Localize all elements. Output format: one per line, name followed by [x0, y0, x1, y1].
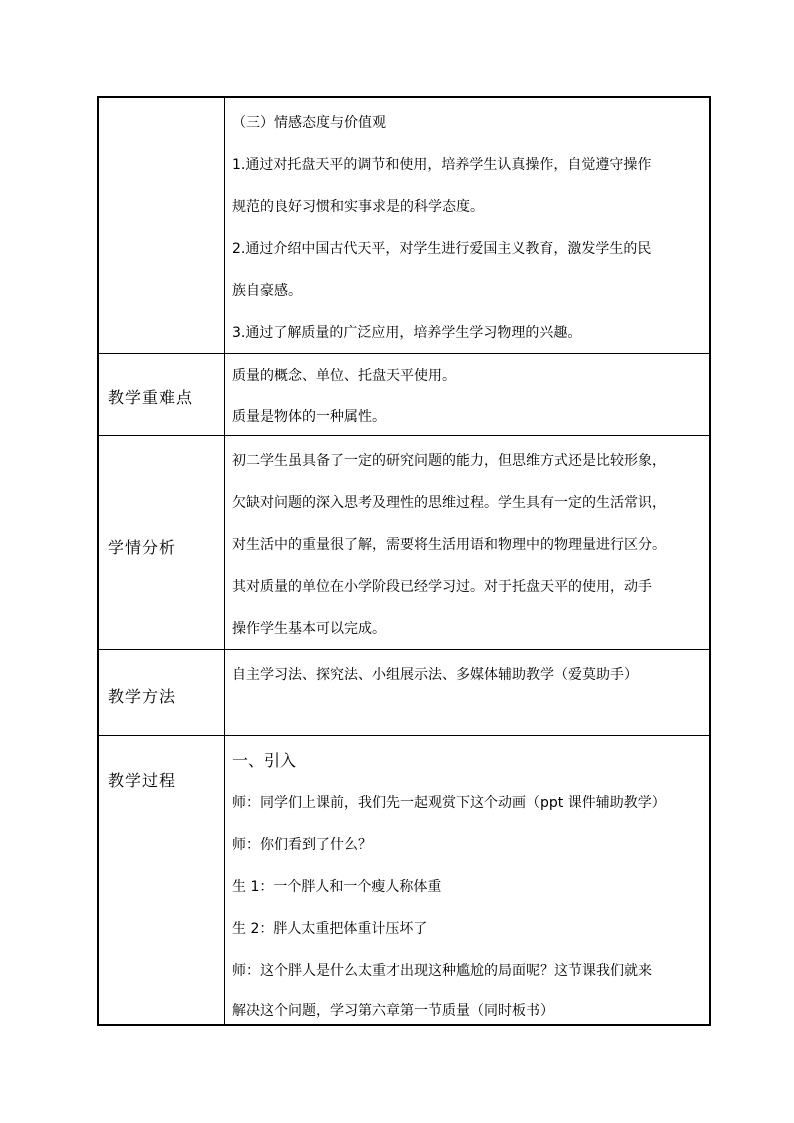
table-row-learner-analysis: [99, 436, 709, 650]
row-line: 师：同学们上课前，我们先一起观赏下这个动画（ppt 课件辅助教学）: [232, 795, 666, 811]
row-line: 自主学习法、探究法、小组展示法、多媒体辅助教学（爱莫助手）: [232, 667, 638, 683]
row-line: 1.通过对托盘天平的调节和使用，培养学生认真操作，自觉遵守操作: [232, 157, 652, 173]
table-row-attitudes: [99, 98, 709, 354]
row-line: 生 2：胖人太重把体重计压坏了: [232, 921, 428, 937]
table-row-methods: [99, 650, 709, 736]
row-line: 师：这个胖人是什么太重才出现这种尴尬的局面呢？这节课我们就来: [232, 963, 652, 979]
row-line: 欠缺对问题的深入思考及理性的思维过程。学生具有一定的生活常识，: [232, 495, 666, 511]
table-row-key-points: [99, 353, 709, 436]
row-line: 规范的良好习惯和实事求是的科学态度。: [232, 199, 484, 215]
table-row-process: [99, 736, 709, 1026]
row-line: 生 1：一个胖人和一个瘦人称体重: [232, 879, 442, 895]
row-line: （三）情感态度与价值观: [232, 115, 386, 131]
lesson-plan-table: [97, 96, 711, 1026]
row-line: 3.通过了解质量的广泛应用，培养学生学习物理的兴趣。: [232, 325, 582, 341]
row-line: 对生活中的重量很了解，需要将生活用语和物理中的物理量进行区分。: [232, 537, 666, 553]
row-line: 初二学生虽具备了一定的研究问题的能力，但思维方式还是比较形象，: [232, 453, 666, 469]
row-label: 教学过程: [108, 771, 177, 790]
row-line: 操作学生基本可以完成。: [232, 621, 386, 637]
row-line: 族自豪感。: [232, 283, 302, 299]
row-line: 2.通过介绍中国古代天平，对学生进行爱国主义教育，激发学生的民: [232, 241, 652, 257]
row-label: 教学重难点: [108, 388, 194, 407]
row-line: 其对质量的单位在小学阶段已经学习过。对于托盘天平的使用，动手: [232, 579, 652, 595]
row-label: 教学方法: [108, 687, 177, 706]
row-line: 质量是物体的一种属性。: [232, 409, 386, 425]
row-line: 解决这个问题，学习第六章第一节质量（同时板书）: [232, 1003, 554, 1019]
section-heading: 一、引入: [232, 751, 297, 770]
row-line: 师：你们看到了什么？: [232, 837, 372, 853]
row-label: 学情分析: [108, 538, 177, 557]
row-line: 质量的概念、单位、托盘天平使用。: [232, 368, 456, 384]
